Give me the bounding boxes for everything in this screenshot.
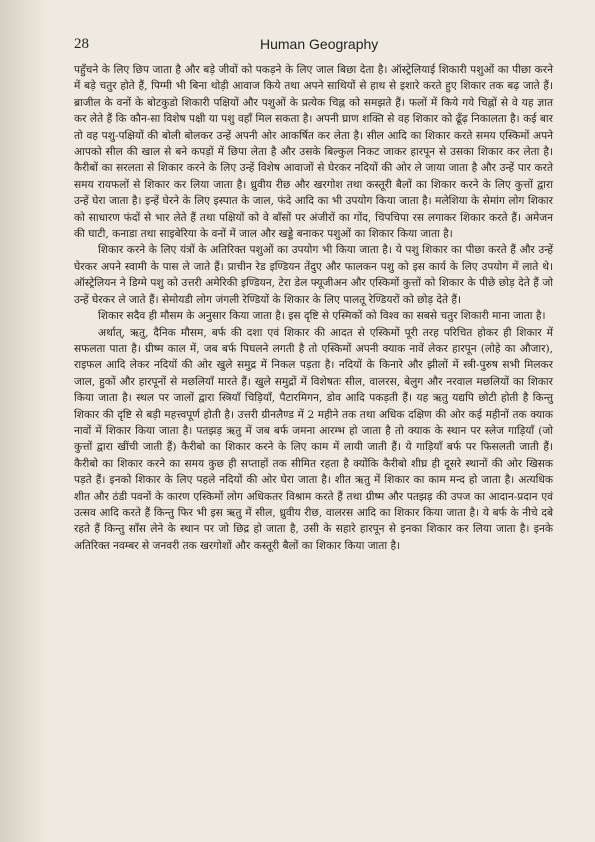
paragraph-hunting-techniques: पहुँचने के लिए छिप जाता है और बड़े जीवों को पकड़ने के लिए जाल बिछा देता है। ऑस्ट्रेलियाई शिकारी पशुओं का पीछा करने में बड़े चतुर होते हैं, पिग्मी भी बिना थोड़ी आवाज किये तथा अपने साथियों से हाथ से इशारे करते हुए शिकार तक बढ़ जाते हैं। ब्राजील के वनों के बोटकुडो शिकारी पक्षियों और पशुओं के प्रत्येक चिह्न को समझते हैं। फलों में किये गये चिह्नों से वे यह ज्ञात कर लेते हैं कि कौन-सा विशेष पक्षी या पशु वहाँ मिल सकता है। अपनी घ्राण शक्ति से वह शिकार को ढूँढ़ निकालता है। कई बार तो वह पशु-पक्षियों की बोली बोलकर उन्हें अपनी ओर आकर्षित कर लेता है। सील आदि का शिकार करते समय एस्किमों अपने आपको सील की खाल से बने कपड़ों में छिपा लेता है और उसके बिल्कुल निकट जाकर हारपून से उसका शिकार कर लेता है। कैरीबों का सरलता से शिकार करने के लिए उन्हें विशेष आवाजों से घेरकर नदियों की ओर ले जाया जाता है और उन्हें पार करते समय रायफलों से शिकार कर लिया जाता है। ध्रुवीय रीछ और खरगोश तथा कस्तूरी बैलों का शिकार करने के लिए कुत्तों द्वारा उन्हें घेरा जाता है। इन्हें घेरने के लिए इस्पात के जाल, फंदे आदि का भी उपयोग किया जाता है। मलेशिया के सेमांग लोग शिकार को साधारण फंदों से भार लेते हैं तथा पक्षियों को वे बाँसों पर अंजीरों का गोंद, चिपचिपा रस लगाकर शिकार करते हैं। अमेजन की घाटी, कनाडा तथा साइबेरिया के वनों में जाल और खड्डे बनाकर पशुओं का शिकार किया जाता है। bbox=[74, 64, 553, 241]
paragraph-seasonal-hunting: शिकार सदैव ही मौसम के अनुसार किया जाता है। इस दृष्टि से एस्मिकों को विश्व का सबसे चतुर शिकारी माना जाता है। bbox=[98, 310, 546, 323]
paragraph-eskimo-seasons: अर्थात्, ऋतु, दैनिक मौसम, बर्फ की दशा एवं शिकार की आदत से एस्किमों पूरी तरह परिचित होकर ही शिकार में सफलता पाता है। ग्रीष्म काल में, जब बर्फ पिघलने लगती है तो एस्किमों अपनी क्याक नावें लेकर हारपून (लोहे का औजार), राइफल आदि लेकर नदियों की ओर खुले समुद्र में निकल पड़ता है। नदियों के किनारे और झीलों में स्त्री-पुरुष सभी मिलकर जाल, हुकों और हारपूनों से मछलियाँ मारते हैं। खुले समुद्रों में विशेषतः सील, वालरस, बेलुग और नरवाल मछलियों का शिकार किया जाता है। स्थल पर जालों द्वारा स्त्रियाँ चिड़ियाँ, पैटारमिगन, डोव आदि पकड़ती हैं। यह ऋतु यद्यपि छोटी होती है किन्तु शिकार की दृष्टि से बड़ी महत्त्वपूर्ण होती है। उत्तरी ग्रीनलैण्ड में 2 महीने तक तथा अधिक दक्षिण की ओर कई महीनों तक क्याक नावों में शिकार किया जाता है। पतझड़ ऋतु में जब बर्फ जमना आरम्भ हो जाता है तो क्याक के स्थान पर स्लेज गाड़ियाँ (जो कुत्तों द्वारा खींची जाती हैं) कैरीबो का शिकार करने के लिए काम में लायी जाती हैं। ये गाड़ियाँ बर्फ पर फिसलती जाती हैं। कैरीबो का शिकार करने का समय कुछ ही सप्ताहों तक सीमित रहता है क्योंकि कैरीबो शीघ्र ही दूसरे स्थानों की ओर खिसक पड़ते हैं। इनको शिकार के लिए पहले नदियों की ओर घेरा जाता है। शीत ऋतु में शिकार का काम मन्द हो जाता है। अत्यधिक शीत और ठंडी पवनों के कारण एस्किमों लोग अधिकतर विश्राम करते हैं तथा ग्रीष्म और पतझड़ की उपज का आदान-प्रदान एवं उत्सव आदि करते हैं किन्तु फिर भी इस ऋतु में सील, ध्रुवीय रीछ, वालरस आदि का शिकार किया जाता है। ये बर्फ के नीचे दबे रहते हैं किन्तु साँस लेने के स्थान पर जो छिद्र हो जाता है, उसी के सहारे हारपून से इनका शिकार कर लिया जाता है। इनके अतिरिक्त नवम्बर से जनवरी तक खरगोशों और कस्तूरी बैलों का शिकार किया जाता है। bbox=[74, 326, 553, 552]
running-title: Human Geography bbox=[260, 36, 379, 52]
paragraph-hunting-animals: शिकार करने के लिए यंत्रों के अतिरिक्त पशुओं का उपयोग भी किया जाता है। ये पशु शिकार का पीछा करते हैं और उन्हें घेरकर अपने स्वामी के पास ले जाते हैं। प्राचीन रेड इण्डियन तेंदुए और फालकन पशु को इस कार्य के लिए उपयोग में लाते थे। ऑस्ट्रेलियन ने डिग्मे पशु को उत्तरी अमेरिकी इण्डियन, टेरा डेल फ्यूजीअन और एस्किमों कुत्तों को शिकार के पीछे छोड़ देते हैं जो उन्हें घेरकर ले जाते हैं। सेमोयडी लोग जंगली रेण्डियों के शिकार के लिए पालतू रेण्डियरों को छोड़ देते हैं। bbox=[74, 244, 553, 306]
body-text bbox=[74, 62, 553, 554]
page-header bbox=[74, 34, 553, 58]
page-number: 28 bbox=[74, 36, 89, 52]
